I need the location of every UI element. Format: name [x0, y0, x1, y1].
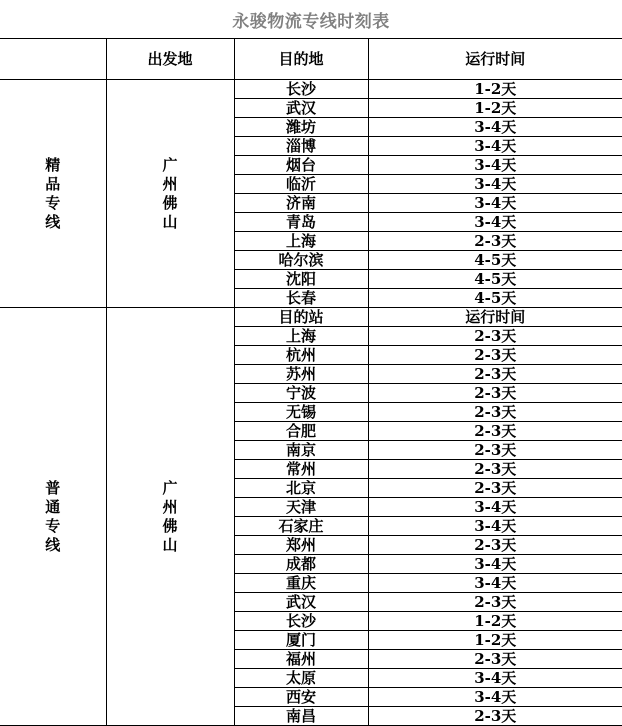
destination-cell: 合肥	[234, 422, 368, 441]
regular-origin-text: 广州佛山	[162, 478, 178, 554]
duration-cell: 2-3天	[368, 403, 622, 422]
premium-line-label-text: 精品专线	[45, 155, 61, 231]
destination-cell: 上海	[234, 327, 368, 346]
destination-cell: 常州	[234, 460, 368, 479]
duration-cell: 3-4天	[368, 498, 622, 517]
table-row	[0, 80, 622, 99]
destination-cell: 厦门	[234, 631, 368, 650]
duration-cell: 2-3天	[368, 232, 622, 251]
subheader-duration: 运行时间	[368, 308, 622, 327]
destination-cell: 宁波	[234, 384, 368, 403]
duration-cell: 2-3天	[368, 422, 622, 441]
destination-cell: 郑州	[234, 536, 368, 555]
table-subheader-row	[0, 308, 622, 327]
duration-cell: 1-2天	[368, 80, 622, 99]
duration-cell: 2-3天	[368, 327, 622, 346]
destination-cell: 西安	[234, 688, 368, 707]
premium-origin	[106, 80, 234, 308]
destination-cell: 北京	[234, 479, 368, 498]
duration-cell: 2-3天	[368, 536, 622, 555]
duration-cell: 2-3天	[368, 365, 622, 384]
destination-cell: 南昌	[234, 707, 368, 726]
duration-cell: 3-4天	[368, 517, 622, 536]
duration-cell: 4-5天	[368, 251, 622, 270]
destination-cell: 上海	[234, 232, 368, 251]
destination-cell: 天津	[234, 498, 368, 517]
destination-cell: 淄博	[234, 137, 368, 156]
duration-cell: 2-3天	[368, 384, 622, 403]
destination-cell: 无锡	[234, 403, 368, 422]
destination-cell: 临沂	[234, 175, 368, 194]
duration-cell: 3-4天	[368, 156, 622, 175]
destination-cell: 武汉	[234, 593, 368, 612]
duration-cell: 3-4天	[368, 137, 622, 156]
regular-origin	[106, 308, 234, 726]
premium-line-label	[0, 80, 106, 308]
duration-cell: 1-2天	[368, 631, 622, 650]
destination-cell: 济南	[234, 194, 368, 213]
destination-cell: 哈尔滨	[234, 251, 368, 270]
subheader-destination: 目的站	[234, 308, 368, 327]
duration-cell: 2-3天	[368, 479, 622, 498]
header-category-cell	[0, 39, 106, 80]
destination-cell: 南京	[234, 441, 368, 460]
duration-cell: 3-4天	[368, 213, 622, 232]
duration-cell: 1-2天	[368, 612, 622, 631]
destination-cell: 长沙	[234, 80, 368, 99]
duration-cell: 1-2天	[368, 99, 622, 118]
duration-cell: 3-4天	[368, 555, 622, 574]
destination-cell: 潍坊	[234, 118, 368, 137]
destination-cell: 石家庄	[234, 517, 368, 536]
schedule-table-body	[0, 39, 622, 726]
destination-cell: 重庆	[234, 574, 368, 593]
table-header-row	[0, 39, 622, 80]
regular-line-label	[0, 308, 106, 726]
duration-cell: 2-3天	[368, 593, 622, 612]
destination-cell: 福州	[234, 650, 368, 669]
duration-cell: 3-4天	[368, 574, 622, 593]
premium-origin-text: 广州佛山	[162, 155, 178, 231]
destination-cell: 沈阳	[234, 270, 368, 289]
destination-cell: 武汉	[234, 99, 368, 118]
destination-cell: 长沙	[234, 612, 368, 631]
destination-cell: 烟台	[234, 156, 368, 175]
duration-cell: 2-3天	[368, 460, 622, 479]
header-origin: 出发地	[106, 39, 234, 80]
duration-cell: 2-3天	[368, 441, 622, 460]
duration-cell: 3-4天	[368, 669, 622, 688]
schedule-table	[0, 38, 622, 726]
destination-cell: 长春	[234, 289, 368, 308]
duration-cell: 3-4天	[368, 688, 622, 707]
destination-cell: 成都	[234, 555, 368, 574]
regular-line-label-text: 普通专线	[45, 478, 61, 554]
destination-cell: 杭州	[234, 346, 368, 365]
destination-cell: 太原	[234, 669, 368, 688]
header-destination: 目的地	[234, 39, 368, 80]
duration-cell: 2-3天	[368, 707, 622, 726]
duration-cell: 2-3天	[368, 346, 622, 365]
duration-cell: 2-3天	[368, 650, 622, 669]
duration-cell: 3-4天	[368, 118, 622, 137]
page-title: 永骏物流专线时刻表	[232, 12, 390, 32]
duration-cell: 4-5天	[368, 270, 622, 289]
duration-cell: 3-4天	[368, 194, 622, 213]
destination-cell: 苏州	[234, 365, 368, 384]
destination-cell: 青岛	[234, 213, 368, 232]
duration-cell: 4-5天	[368, 289, 622, 308]
header-duration: 运行时间	[368, 39, 622, 80]
duration-cell: 3-4天	[368, 175, 622, 194]
